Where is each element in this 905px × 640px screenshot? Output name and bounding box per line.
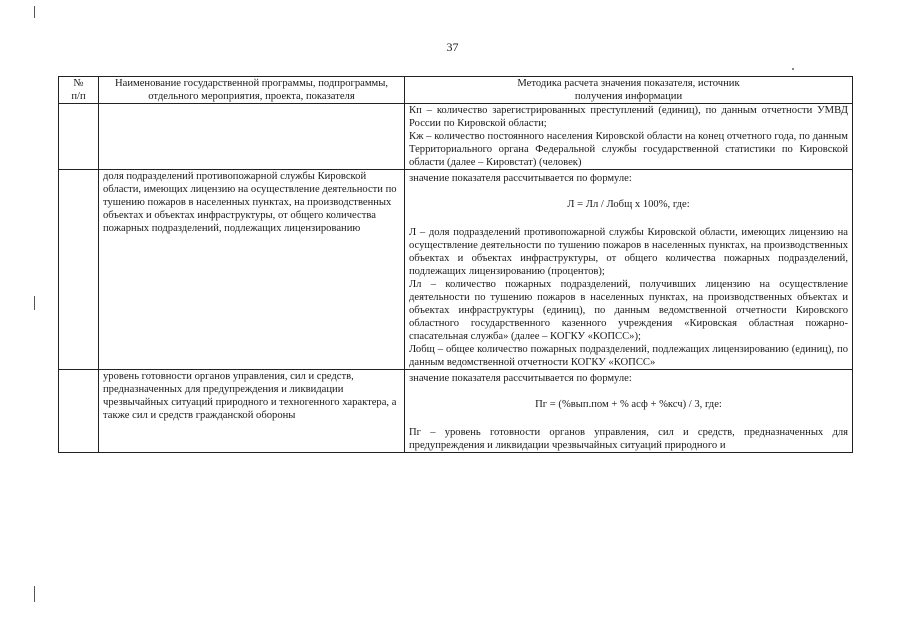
method-paragraph: Лобщ – общее количество пожарных подразделений, подлежащих лицензированию (единиц), по данным ведомственной отчетности КОГКУ «КОПСС» (409, 344, 848, 368)
indicator-methodology-table (58, 76, 853, 453)
row-method-cell (405, 170, 853, 370)
method-intro: значение показателя рассчитывается по формуле: (409, 173, 632, 184)
header-method: Методика расчета значения показателя, источник получения информации (405, 77, 853, 104)
header-num: № п/п (59, 77, 99, 104)
method-paragraph: Пг – уровень готовности органов управления, сил и средств, предназначенных для предупреждения и ликвидации чрезвычайных ситуаций природного и (409, 427, 848, 451)
table-row (59, 370, 853, 453)
scan-artifact (34, 6, 35, 18)
header-name: Наименование государственной программы, подпрограммы, отдельного мероприятия, проекта, показателя (99, 77, 405, 104)
formula: Л = Лл / Лобщ х 100%, где: (567, 199, 690, 210)
method-paragraph: Кп – количество зарегистрированных преступлений (единиц), по данным отчетности УМВД России по Кировской области; (409, 105, 848, 129)
table-row (59, 170, 853, 370)
row-num-cell (59, 104, 99, 170)
page-number: 37 (446, 40, 459, 54)
table-header-row (59, 77, 853, 104)
row-name-cell: доля подразделений противопожарной службы Кировской области, имеющих лицензию на осуществление деятельности по тушению пожаров в населенных пунктах, на производственных объектах и объектах инфраструктуры, от общего количества пожарных подразделений, подлежащих лицензированию (99, 170, 405, 370)
row-method-cell (405, 104, 853, 170)
row-num-cell (59, 370, 99, 453)
scan-artifact (792, 68, 794, 70)
method-paragraph: Л – доля подразделений противопожарной службы Кировской области, имеющих лицензию на осуществление деятельности по тушению пожаров в населенных пунктах, на производственных объектах и объектах инфраструктуры, от общего количества пожарных подразделений, подлежащих лицензированию (процентов); (409, 227, 848, 277)
method-paragraph: Лл – количество пожарных подразделений, получивших лицензию на осуществление деятельности по тушению пожаров в населенных пунктах, на производственных объектах и объектах инфраструктуры (единиц), по данным ведомственной отчетности Кировского областного государственного казенного учреждения «Кировская областная пожарно-спасательная служба» (далее – КОГКУ «КОПСС»); (409, 279, 848, 342)
scan-artifact (34, 296, 35, 310)
method-intro: значение показателя рассчитывается по формуле: (409, 373, 632, 384)
row-name-cell: уровень готовности органов управления, сил и средств, предназначенных для предупреждения и ликвидации чрезвычайных ситуаций природного и техногенного характера, а также сил и средств гражданской обороны (99, 370, 405, 453)
row-name-cell (99, 104, 405, 170)
scan-artifact (34, 586, 35, 602)
table-row (59, 104, 853, 170)
method-paragraph: Кж – количество постоянного населения Кировской области на конец отчетного года, по данным Территориального органа Федеральной службы государственной статистики по Кировской области (далее – Кировстат) (человек) (409, 131, 848, 168)
row-num-cell (59, 170, 99, 370)
formula: Пг = (%вып.пом + % асф + %ксч) / 3, где: (535, 399, 722, 410)
row-method-cell (405, 370, 853, 453)
